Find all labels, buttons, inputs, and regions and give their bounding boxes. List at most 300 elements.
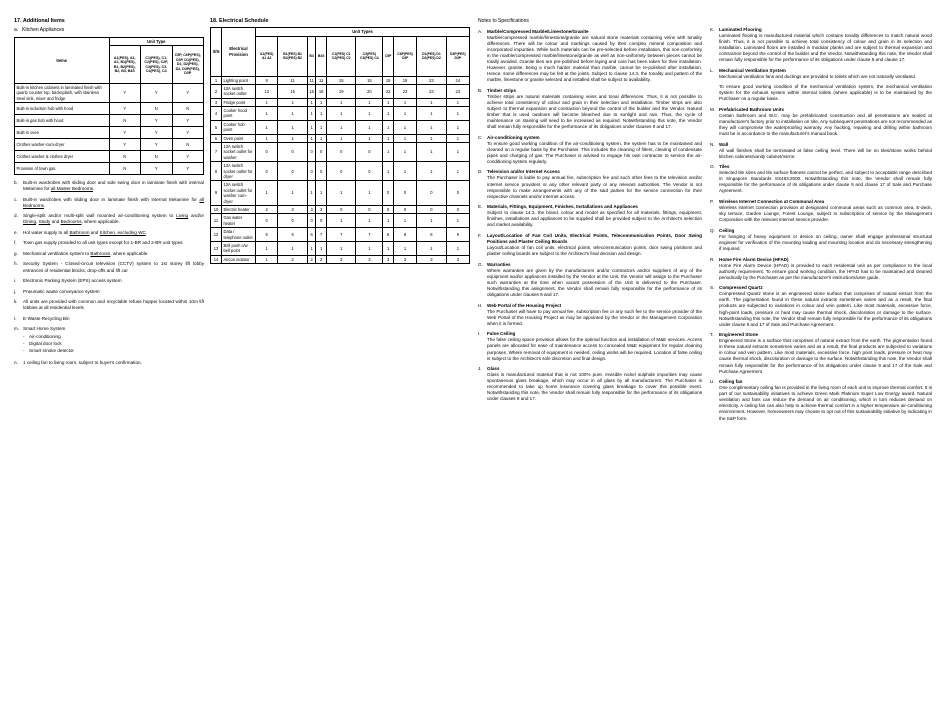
appliance-value: N bbox=[109, 150, 141, 162]
header-unit-code: C1(PES) C1 C2(PES) C2 bbox=[326, 36, 355, 76]
row-value: 19 bbox=[326, 84, 355, 98]
row-value: 2 bbox=[278, 255, 307, 263]
sub-list-text: Smart smoke detector bbox=[29, 348, 74, 354]
kitchen-appliances-subtitle bbox=[14, 27, 204, 34]
row-value: 0 bbox=[256, 162, 278, 181]
list-item-text: E-Waste Recycling Bin bbox=[23, 315, 70, 321]
row-provision: Lighting point bbox=[222, 76, 256, 84]
row-value: 1 bbox=[256, 120, 278, 134]
note-paragraph: Subject to clause 14.3, the brand, colour and model as specified for all materials, fittings, equipment, finishes, installations and appliances to be supplied shall be provided subject to the Architect's selection and market availability. bbox=[487, 210, 702, 228]
row-value: 1 bbox=[256, 241, 278, 255]
note-item bbox=[478, 331, 702, 361]
note-paragraph: Certain bathroom and W.C. may be prefabricated construction and all penetrations are sealed at manufacturer's factory prior to installation on site. Any subsequent penetrations are not recommended as they will compromise the waterproofing warranty. Any hacking, repairing and drilling within bathroom must be in accordance to the manufacturer's manual book. bbox=[719, 112, 932, 136]
row-sn: 7 bbox=[211, 143, 222, 162]
list-item-marker: l. bbox=[14, 315, 17, 321]
row-value: 1 bbox=[278, 134, 307, 142]
row-provision: Cooker hood point bbox=[222, 107, 256, 121]
note-marker: B. bbox=[478, 87, 483, 93]
note-paragraph: Selected tile sizes and tile surface flatness cannot be perfect, and subject to acceptable range described in Singapore Standards SS483:2000. Notwithstanding this note, the Vendor shall remain fully responsible for the performance of its obligations under clause 9 and clause 17 of Sale and Purchase Agreement. bbox=[719, 170, 932, 194]
table-row bbox=[211, 241, 470, 255]
note-item bbox=[478, 204, 702, 228]
sub-list-item bbox=[23, 348, 204, 354]
note-title: Warranties bbox=[487, 261, 511, 267]
row-value: 6 bbox=[278, 228, 307, 242]
notes-list-left bbox=[478, 29, 702, 403]
kitchen-appliances-marker: a. bbox=[14, 27, 19, 34]
appliance-name: Built-in kitchen cabinets in laminated finish with quartz counter top, backsplash, with stainless steel sink, mixer and fridge bbox=[15, 83, 110, 102]
row-provision: Gas water heater bbox=[222, 214, 256, 228]
note-item bbox=[710, 199, 932, 223]
note-body bbox=[487, 29, 702, 84]
appliance-value: Y bbox=[109, 102, 141, 114]
list-item-text: Town gas supply provided to all unit types except for 1-BR and 2-BR unit types bbox=[23, 240, 183, 246]
row-provision: Cooker hob point bbox=[222, 120, 256, 134]
row-value: 1 bbox=[446, 107, 469, 121]
section-17-label: Additional Items bbox=[22, 18, 65, 24]
note-item bbox=[710, 257, 932, 281]
note-item bbox=[478, 366, 702, 402]
notes-heading: Notes to Specifications bbox=[478, 18, 529, 24]
note-title: False Ceiling bbox=[487, 331, 516, 337]
row-sn: 11 bbox=[211, 214, 222, 228]
row-value: 2 bbox=[307, 255, 316, 263]
header-unit-types: Unit Types bbox=[256, 28, 470, 36]
row-sn: 5 bbox=[211, 120, 222, 134]
row-value: 3 bbox=[326, 255, 355, 263]
table-row bbox=[211, 107, 470, 121]
header-unit-code: D1(PES) D1 D2(PES) D2 bbox=[417, 36, 446, 76]
table-row bbox=[15, 126, 204, 138]
row-value: 1 bbox=[326, 134, 355, 142]
row-value: 19 bbox=[393, 76, 416, 84]
list-item bbox=[14, 240, 204, 246]
row-value: 1 bbox=[326, 120, 355, 134]
note-item bbox=[478, 233, 702, 257]
row-value: 1 bbox=[393, 214, 416, 228]
note-paragraph: Where warranties are given by the manufacturers and/or contractors and/or suppliers of any of the equipment and/or appliances installed by the Vendor at the Unit, the Vendor will assign to the Purchaser such warranties at the time when vacant possession of the Unit is delivered to the Purchaser. Notwithstanding this assignment, the Vendor shall remain fully responsible for the performance of its obligations under clauses 9 and 17. bbox=[487, 267, 702, 298]
section-17-title bbox=[14, 18, 204, 25]
appliance-name: Clothes washer & clothes dryer bbox=[15, 150, 110, 162]
note-paragraph: Timber strips are natural materials containing veins and tonal differences. Thus, it is not possible to achieve total consistency of colour and grain in their selection and installation. Timber strips are also subject to thermal expansion and contraction beyond the control of the builder and the Vendor. Natural timber that is used outdoors will become bleached due to sunlight and rain. Thus, the cycle of maintenance on staining will need to be increased as required. Notwithstanding this note, the Vendor shall remain fully responsible for the performance of its obligations under clauses 9 and 17. bbox=[487, 93, 702, 130]
note-body bbox=[487, 331, 702, 361]
row-value: 5 bbox=[256, 228, 278, 242]
note-marker: G. bbox=[478, 261, 483, 267]
row-value: 0 bbox=[316, 143, 327, 162]
row-value: 1 bbox=[417, 143, 446, 162]
note-item bbox=[710, 228, 932, 252]
note-body bbox=[719, 285, 932, 327]
row-value: 1 bbox=[383, 107, 394, 121]
note-body bbox=[719, 332, 932, 374]
row-value: 1 bbox=[383, 143, 394, 162]
appliance-value: N bbox=[172, 138, 204, 150]
sub-list-text: Digital door lock bbox=[29, 341, 62, 347]
note-body bbox=[719, 142, 932, 160]
note-paragraph: The Purchaser is liable to pay annual fee, subscription fee and such other fees to the television and/or internet service providers or any other relevant party or any relevant authorities. The Vendor is not responsible to make arrangements with any of the said parties for the service connection for their respective channels and/or internet access. bbox=[487, 175, 702, 199]
note-paragraph: Wireless internet connection provision at designated communal areas such as common area, E-deck, sky terrace, Garden Lounge, Forest Lounge, subject to subscription of service by the Management Corporation with the relevant internet service provider. bbox=[719, 205, 932, 223]
list-item-marker: f. bbox=[14, 240, 17, 246]
row-value: 23 bbox=[417, 76, 446, 84]
row-value: 15 bbox=[307, 84, 316, 98]
row-value: 0 bbox=[356, 143, 383, 162]
list-item bbox=[14, 289, 204, 295]
row-value: 6 bbox=[307, 228, 316, 242]
sub-list-item bbox=[23, 341, 204, 347]
note-marker: T. bbox=[710, 332, 714, 338]
row-value: 1 bbox=[417, 214, 446, 228]
appliance-name: Provision of town gas bbox=[15, 162, 110, 174]
note-paragraph: To ensure good working condition of the air-conditioning system, the system has to be maintained and cleaned on a regular basis by the Purchaser. This includes the cleaning of filters, clearing of condensate pipes and charging of gas. The Purchaser is advised to engage his own contractor to service the air-conditioning system regularly. bbox=[487, 140, 702, 164]
note-item bbox=[710, 27, 932, 63]
appliance-value: Y bbox=[172, 150, 204, 162]
note-title: Ceiling bbox=[719, 227, 735, 233]
table-row bbox=[15, 114, 204, 126]
list-item bbox=[14, 213, 204, 225]
row-sn: 12 bbox=[211, 228, 222, 242]
row-value: 1 bbox=[278, 98, 307, 106]
list-item-marker: h. bbox=[14, 261, 18, 267]
appliance-name: Built-in oven bbox=[15, 126, 110, 138]
row-value: 3 bbox=[383, 255, 394, 263]
table-row bbox=[211, 76, 470, 84]
note-marker: J. bbox=[478, 366, 482, 372]
note-body bbox=[487, 233, 702, 257]
page-columns bbox=[14, 18, 932, 426]
table-row bbox=[211, 143, 470, 162]
header-unit-code: C5P bbox=[383, 36, 394, 76]
column-additional-items bbox=[14, 18, 210, 370]
row-value: 11 bbox=[278, 76, 307, 84]
header-sn: S/N bbox=[211, 28, 222, 76]
section-18-label: Electrical Schedule bbox=[219, 18, 269, 24]
row-sn: 13 bbox=[211, 241, 222, 255]
row-value: 1 bbox=[256, 107, 278, 121]
row-value: 7 bbox=[356, 228, 383, 242]
header-unit-type: Unit Type bbox=[109, 37, 204, 46]
note-paragraph: The Purchaser will have to pay annual fee, subscription fee or any such fee to the service provider of the Web Portal of the Housing Project as may be appointed by the Vendor or the Management Corporation when it is formed. bbox=[487, 308, 702, 326]
row-value: 0 bbox=[393, 181, 416, 206]
header-unit-code: A1(PES) A1 A2 bbox=[256, 36, 278, 76]
header-provision: Electrical Provision bbox=[222, 28, 256, 76]
row-value: 3 bbox=[446, 255, 469, 263]
sub-list-item bbox=[23, 334, 204, 340]
row-value: 1 bbox=[383, 134, 394, 142]
row-sn: 8 bbox=[211, 162, 222, 181]
note-title: Mechanical Ventilation System bbox=[719, 67, 786, 73]
row-value: 1 bbox=[417, 241, 446, 255]
note-marker: E. bbox=[478, 204, 483, 210]
note-item bbox=[478, 135, 702, 165]
row-value: 15 bbox=[356, 76, 383, 84]
note-marker: R. bbox=[710, 256, 715, 262]
row-value: 1 bbox=[446, 134, 469, 142]
row-value: 3 bbox=[417, 255, 446, 263]
appliance-value: Y bbox=[109, 126, 141, 138]
row-value: 0 bbox=[383, 205, 394, 213]
row-provision: 13A switch socket outlet for dryer bbox=[222, 162, 256, 181]
row-value: 1 bbox=[278, 181, 307, 206]
row-value: 1 bbox=[316, 98, 327, 106]
row-value: 0 bbox=[316, 214, 327, 228]
appliance-value: N bbox=[109, 162, 141, 174]
note-title: Prefabricated Bathroom Units bbox=[719, 106, 785, 112]
table-row bbox=[15, 138, 204, 150]
list-item bbox=[14, 261, 204, 273]
row-value: 8 bbox=[393, 228, 416, 242]
note-marker: Q. bbox=[710, 227, 715, 233]
note-paragraph: Compressed Quartz stone is an engineered stone surface that comprises of natural extract from the earth. The pigmentation found in these natural extracts sometimes varies and as a result, the final products are subjected to variations in colour and vein pattern. Like most materials, excessive force, high-point loads, pressure or heat may cause thermal shock, discoloration or damage to the surface. Notwithstanding this note, the Vendor shall remain fully responsible for the performance of its obligations under clause 9 and 17 of Sale and Purchase Agreement. bbox=[719, 291, 932, 327]
note-marker: K. bbox=[710, 27, 715, 32]
list-item-marker: e. bbox=[14, 229, 18, 235]
row-value: 0 bbox=[307, 143, 316, 162]
sub-list-marker: - bbox=[23, 333, 25, 339]
row-value: 1 bbox=[326, 107, 355, 121]
row-value: 1 bbox=[307, 120, 316, 134]
row-value: 7 bbox=[326, 228, 355, 242]
row-value: 11 bbox=[307, 76, 316, 84]
note-title: Web Portal of the Housing Project bbox=[487, 302, 562, 308]
row-value: 1 bbox=[383, 120, 394, 134]
table-row bbox=[211, 205, 470, 213]
row-value: 1 bbox=[383, 241, 394, 255]
note-title: Home Fire Alarm Device (HFAD) bbox=[719, 256, 789, 262]
note-body bbox=[487, 262, 702, 298]
note-body bbox=[487, 135, 702, 165]
note-item bbox=[478, 29, 702, 84]
header-unit-code: C1(PES), C1, C2(PES), C2P, C3(PES), C3, C4(PES), C4 bbox=[141, 46, 173, 83]
header-unit-code: D3P(PES) D3P bbox=[446, 36, 469, 76]
row-value: 0 bbox=[356, 205, 383, 213]
sub-list-marker: - bbox=[23, 341, 25, 347]
note-marker: M. bbox=[710, 106, 716, 112]
note-body bbox=[719, 164, 932, 194]
list-item bbox=[14, 180, 204, 192]
note-item bbox=[710, 332, 932, 374]
list-item-text: Hot water supply to all Bathroom and Kitchen, excluding WC. bbox=[23, 229, 148, 235]
note-paragraph: To ensure good working condition of the mechanical ventilation system, the mechanical ventilation system for the exhaust system within internal toilets (where applicable) is to be maintained by the Purchaser on a regular basis. bbox=[719, 84, 932, 102]
note-paragraph: Marble/compressed marble/limestone/granite are natural stone materials containing veins with tonality differences. There will be colour and markings caused by their complex mineral composition and incorporated impurities. While such materials can be pre-selected before installation, this non-conformity in the marble/compressed marble/limestone/granite as well as non-uniformity between pieces cannot be totally avoided. Granite tiles are pre-polished before laying and care has been taken for their installation. However, granite, being a much harder material than marble, cannot be re-polished after installation. Hence, some differences may be felt at the joints. Subject to clause 14.3, the tonality and pattern of the marble, limestone or granite selected and installed shall be subject to availability. bbox=[487, 34, 702, 83]
row-value: 23 bbox=[393, 84, 416, 98]
row-value: 0 bbox=[446, 205, 469, 213]
note-body bbox=[487, 204, 702, 228]
list-item bbox=[14, 197, 204, 209]
kitchen-appliances-thead bbox=[15, 37, 204, 83]
row-value: 15 bbox=[278, 84, 307, 98]
appliance-value: N bbox=[172, 102, 204, 114]
row-value: 1 bbox=[256, 134, 278, 142]
table-row bbox=[211, 120, 470, 134]
table-row bbox=[211, 134, 470, 142]
row-value: 19 bbox=[383, 76, 394, 84]
row-value: 0 bbox=[326, 143, 355, 162]
note-body bbox=[487, 303, 702, 327]
row-value: 1 bbox=[383, 162, 394, 181]
row-provision: Oven point bbox=[222, 134, 256, 142]
table-row bbox=[15, 102, 204, 114]
appliance-value: Y bbox=[141, 138, 173, 150]
note-marker: F. bbox=[478, 232, 482, 238]
row-provision: 13A switch socket outlet for washer cum-dryer bbox=[222, 181, 256, 206]
row-value: 16 bbox=[316, 84, 327, 98]
note-marker: I. bbox=[478, 331, 481, 337]
note-marker: A. bbox=[478, 28, 483, 34]
row-value: 1 bbox=[356, 214, 383, 228]
table-row bbox=[15, 150, 204, 162]
row-value: 8 bbox=[417, 228, 446, 242]
row-value: 0 bbox=[417, 205, 446, 213]
list-item-text: Pneumatic waste conveyance system bbox=[23, 288, 100, 294]
list-item-marker: g. bbox=[14, 250, 18, 256]
row-provision: Data / telephone outlet bbox=[222, 228, 256, 242]
note-paragraph: One complimentary ceiling fan is provided in the living room of each unit to improve thermal comfort. It is part of our sustainability initiatives to achieve Green Mark Platinum Super Low Energy award. Natural ventilation and fans can reduce the demand on air conditioning, which in turn reduces demand on electricity. A ceiling fan can also help to achieve thermal comfort in a higher temperature air-conditioning environment. However, homeowners may choose to opt out of this sustainability initiative by indicating in the S&P form. bbox=[719, 385, 932, 421]
row-value: 1 bbox=[256, 255, 278, 263]
row-value: 1 bbox=[446, 214, 469, 228]
header-unit-code: B1(PES) B1 B2(PES) B2 bbox=[278, 36, 307, 76]
note-body bbox=[719, 257, 932, 281]
row-value: 3 bbox=[393, 255, 416, 263]
appliance-value: Y bbox=[172, 126, 204, 138]
electrical-schedule-thead bbox=[211, 28, 470, 76]
appliance-name: Built-in induction hob with hood bbox=[15, 102, 110, 114]
appliance-value: N bbox=[141, 102, 173, 114]
note-marker: P. bbox=[710, 199, 714, 204]
header-unit-code: C3(PES) C3(PES) C4 bbox=[356, 36, 383, 76]
row-value: 0 bbox=[356, 162, 383, 181]
appliance-value: Y bbox=[109, 138, 141, 150]
header-unit-code: B4S bbox=[316, 36, 327, 76]
list-item bbox=[14, 299, 204, 311]
note-title: Ceiling fan bbox=[719, 379, 743, 385]
appliance-value: Y bbox=[172, 83, 204, 102]
note-title: Air-conditioning system bbox=[487, 134, 540, 140]
note-paragraph: Layout/Location of fan coil units, electrical points, telecommunication points, door swing positions and plaster ceiling boards are subject to the Architect's final decision and design. bbox=[487, 245, 702, 257]
note-body bbox=[487, 169, 702, 199]
list-item-marker: k. bbox=[14, 299, 18, 305]
kitchen-appliances-tbody bbox=[15, 83, 204, 174]
list-item bbox=[14, 278, 204, 284]
note-paragraph: Laminated flooring is manufactured material which contains tonality differences to match natural wood finish. Thus, it is not possible to achieve total consistency of colour and grain in its selection and installation. Laminated floors are installed in modular planks and are subject to thermal expansion and contraction beyond the control of the builder and the Vendor. Notwithstanding this note, the Vendor shall remain fully responsible for the performance of its obligations under clause 9 and clause 17. bbox=[719, 33, 932, 63]
header-unit-code: B3 bbox=[307, 36, 316, 76]
note-marker: O. bbox=[710, 164, 715, 170]
section-18-number: 18. bbox=[210, 18, 218, 24]
appliance-value: Y bbox=[141, 114, 173, 126]
row-value: 3 bbox=[307, 205, 316, 213]
table-row bbox=[211, 84, 470, 98]
appliance-name: Built-in gas hob with hood bbox=[15, 114, 110, 126]
row-value: 9 bbox=[446, 228, 469, 242]
row-sn: 14 bbox=[211, 255, 222, 263]
column-electrical-schedule bbox=[210, 18, 478, 264]
row-value: 0 bbox=[278, 162, 307, 181]
appliance-value: Y bbox=[141, 126, 173, 138]
note-title: Television and/or Internet Access bbox=[487, 169, 560, 175]
row-value: 1 bbox=[278, 241, 307, 255]
row-value: 1 bbox=[307, 98, 316, 106]
row-value: 1 bbox=[278, 107, 307, 121]
row-provision: Aircon isolator bbox=[222, 255, 256, 263]
row-value: 1 bbox=[383, 98, 394, 106]
row-value: 1 bbox=[316, 241, 327, 255]
note-item bbox=[710, 107, 932, 137]
list-item-text: Built-in wardrobes with sliding door and side swing door in laminate finish with internal Melamine for all Master Bedrooms. bbox=[23, 179, 204, 191]
row-value: 0 bbox=[326, 205, 355, 213]
row-value: 3 bbox=[356, 255, 383, 263]
kitchen-appliances-label: Kitchen Appliances bbox=[22, 27, 65, 34]
row-value: 13 bbox=[256, 84, 278, 98]
row-value: 1 bbox=[446, 241, 469, 255]
kitchen-appliances-table bbox=[14, 37, 204, 175]
note-item bbox=[710, 142, 932, 160]
row-value: 1 bbox=[417, 107, 446, 121]
row-value: 1 bbox=[393, 107, 416, 121]
appliance-value: N bbox=[141, 150, 173, 162]
row-value: 1 bbox=[326, 241, 355, 255]
note-item bbox=[478, 303, 702, 327]
row-value: 1 bbox=[417, 134, 446, 142]
row-sn: 2 bbox=[211, 84, 222, 98]
note-body bbox=[719, 27, 932, 63]
list-item-text: Single-split and/or multi-split wall mounted air-conditioning system to Living and/or Dining, Study and Bedrooms, where applicable. bbox=[23, 213, 204, 225]
table-row bbox=[15, 162, 204, 174]
row-value: 1 bbox=[256, 98, 278, 106]
note-title: Tiles bbox=[719, 164, 730, 170]
electrical-schedule-table bbox=[210, 27, 470, 264]
row-value: 8 bbox=[383, 228, 394, 242]
note-title: Laminated Flooring bbox=[719, 27, 762, 32]
row-value: 1 bbox=[356, 98, 383, 106]
row-value: 1 bbox=[316, 181, 327, 206]
row-value: 0 bbox=[307, 214, 316, 228]
row-sn: 10 bbox=[211, 205, 222, 213]
section-18-title bbox=[210, 18, 470, 25]
list-item-text: Built-in wardrobes with sliding door in laminate finish with internal Melamine for all Bedrooms. bbox=[23, 196, 204, 208]
row-sn: 9 bbox=[211, 181, 222, 206]
note-title: Materials, Fittings, Equipment, Finishes, Installations and Appliances bbox=[487, 204, 638, 210]
row-value: 1 bbox=[417, 162, 446, 181]
row-value: 1 bbox=[316, 120, 327, 134]
row-value: 1 bbox=[393, 134, 416, 142]
header-unit-code: C5P, C6P(PES), C6P, D1(PES), D1, D2(PES), D2, D3P(PES), D3P bbox=[172, 46, 204, 83]
row-value: 1 bbox=[393, 162, 416, 181]
note-paragraph: Engineered Stone is a surface that comprises of natural extract from the earth. The pigmentation found in these natural extracts sometimes varies and as a result, the final products are subjected to variations in colour and vein pattern. Like most materials, excessive force, high point loads, pressure or heat may cause thermal shock, discoloration or damage to the surface. Notwithstanding this note, the Vendor shall remain fully responsible for the performance of its obligations under clause 9 and 17 of the Sale and Purchase Agreement bbox=[719, 338, 932, 374]
row-value: 22 bbox=[383, 84, 394, 98]
table-row bbox=[211, 255, 470, 263]
row-value: 1 bbox=[307, 181, 316, 206]
header-unit-code: A1(PES), A1, A2, B1(PES), B1, B2(PES), B2, B3, B4S bbox=[109, 46, 141, 83]
note-item bbox=[478, 262, 702, 298]
additional-items-list bbox=[14, 180, 204, 366]
row-value: 0 bbox=[278, 214, 307, 228]
row-sn: 6 bbox=[211, 134, 222, 142]
appliance-value: Y bbox=[141, 162, 173, 174]
row-sn: 3 bbox=[211, 98, 222, 106]
row-value: 0 bbox=[256, 214, 278, 228]
sub-list-text: Air-conditioning bbox=[29, 333, 61, 339]
row-value: 1 bbox=[316, 107, 327, 121]
table-row bbox=[211, 214, 470, 228]
row-value: 0 bbox=[316, 162, 327, 181]
note-marker: C. bbox=[478, 134, 483, 140]
note-marker: D. bbox=[478, 169, 483, 175]
row-value: 0 bbox=[446, 181, 469, 206]
list-item bbox=[14, 360, 204, 366]
table-row bbox=[211, 98, 470, 106]
table-header-row bbox=[211, 28, 470, 36]
row-value: 2 bbox=[256, 205, 278, 213]
row-value: 1 bbox=[383, 214, 394, 228]
row-value: 1 bbox=[417, 120, 446, 134]
row-value: 1 bbox=[356, 107, 383, 121]
